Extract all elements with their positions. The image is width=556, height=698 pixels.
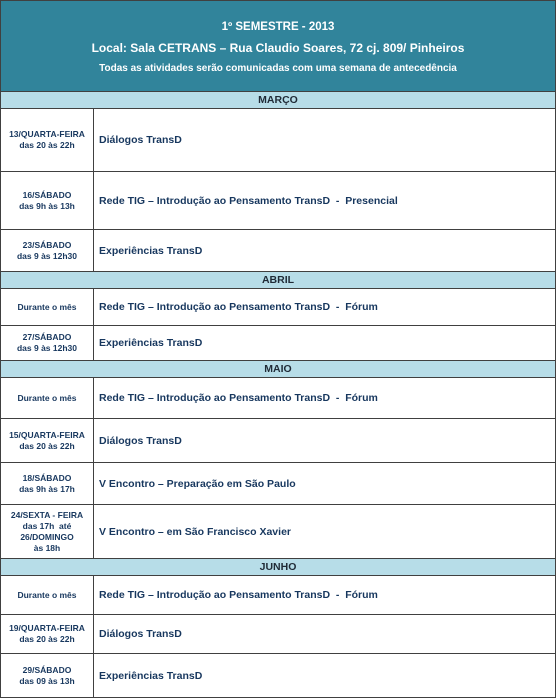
event-activity: Diálogos TransD — [99, 434, 182, 447]
event-activity: Rede TIG – Introdução ao Pensamento TransD - Fórum — [99, 589, 378, 601]
event-date: 15/QUARTA-FEIRA — [9, 429, 85, 440]
event-activity-cell — [94, 505, 555, 558]
event-activity-cell — [94, 576, 555, 614]
event-row — [1, 378, 555, 419]
event-time: das 9 às 12h30 — [16, 250, 77, 261]
event-date: 13/QUARTA-FEIRA — [9, 129, 85, 139]
event-activity-cell — [94, 654, 555, 697]
event-activity: Rede TIG – Introdução ao Pensamento TransD - Presencial — [99, 194, 398, 207]
event-date: Durante o mês — [17, 301, 77, 312]
event-activity-cell — [94, 230, 555, 271]
event-when-cell — [1, 172, 94, 229]
event-when-cell — [1, 654, 94, 697]
event-activity: Diálogos TransD — [99, 628, 182, 640]
event-activity-cell — [94, 326, 555, 360]
event-date: 19/QUARTA-FEIRA — [9, 623, 85, 633]
schedule-header — [1, 0, 555, 92]
event-row — [1, 654, 555, 698]
event-row — [1, 576, 555, 615]
event-time: das 9h às 13h — [19, 200, 75, 211]
event-activity: Rede TIG – Introdução ao Pensamento TransD - Fórum — [99, 301, 378, 313]
event-when-cell — [1, 419, 94, 462]
event-when-cell — [1, 326, 94, 360]
month-row-marco: MARÇO — [1, 92, 555, 109]
event-time: das 09 às 13h — [19, 675, 75, 686]
event-time: das 9h às 17h — [19, 483, 75, 494]
event-activity-cell — [94, 419, 555, 462]
event-date: 27/SÁBADO — [22, 332, 72, 342]
event-row — [1, 289, 555, 326]
event-when-cell — [1, 505, 94, 558]
event-time: das 20 às 22h — [19, 440, 75, 451]
event-row — [1, 615, 555, 654]
event-date: 16/SÁBADO — [22, 189, 72, 200]
event-activity-cell — [94, 463, 555, 504]
month-row-abril: ABRIL — [1, 272, 555, 289]
event-date: Durante o mês — [17, 392, 77, 403]
event-activity: Rede TIG – Introdução ao Pensamento TransD - Fórum — [99, 392, 378, 404]
location-line: Local: Sala CETRANS – Rua Claudio Soares, 72 cj. 809/ Pinheiros — [91, 41, 465, 55]
semester-title: 1º SEMESTRE - 2013 — [221, 21, 335, 33]
event-activity: Experiências TransD — [99, 669, 203, 682]
event-date: Durante o mês — [17, 589, 77, 600]
event-when-cell — [1, 378, 94, 418]
event-row — [1, 230, 555, 272]
event-when-cell — [1, 615, 94, 653]
month-row-junho: JUNHO — [1, 559, 555, 576]
event-time: das 20 às 22h — [19, 140, 75, 150]
event-row — [1, 505, 555, 559]
event-activity: V Encontro – Preparação em São Paulo — [99, 477, 296, 490]
event-date: 18/SÁBADO — [22, 472, 72, 483]
event-when-cell — [1, 576, 94, 614]
event-row — [1, 463, 555, 505]
event-time: das 20 às 22h — [19, 634, 75, 644]
event-end-date: 26/DOMINGO — [20, 531, 74, 542]
event-date: 24/SEXTA - FEIRA — [10, 509, 84, 520]
event-activity: Experiências TransD — [99, 244, 203, 257]
event-when-cell — [1, 109, 94, 171]
event-time: das 9 às 12h30 — [16, 343, 77, 353]
event-activity-cell — [94, 109, 555, 171]
event-date: 23/SÁBADO — [22, 239, 72, 250]
event-activity: Diálogos TransD — [99, 134, 182, 146]
event-row — [1, 419, 555, 463]
event-when-cell — [1, 463, 94, 504]
month-row-maio: MAIO — [1, 361, 555, 378]
event-row — [1, 172, 555, 230]
event-row — [1, 109, 555, 172]
event-time: das 17h até — [22, 520, 72, 531]
notice-line: Todas as atividades serão comunicadas com uma semana de antecedência — [99, 63, 457, 74]
event-when-cell — [1, 230, 94, 271]
event-row — [1, 326, 555, 361]
event-activity: V Encontro – em São Francisco Xavier — [99, 525, 291, 538]
event-activity: Experiências TransD — [99, 337, 203, 349]
event-end-time: às 18h — [33, 542, 61, 553]
event-activity-cell — [94, 378, 555, 418]
event-date: 29/SÁBADO — [22, 664, 72, 675]
event-when-cell — [1, 289, 94, 325]
event-activity-cell — [94, 615, 555, 653]
event-activity-cell — [94, 289, 555, 325]
event-activity-cell — [94, 172, 555, 229]
